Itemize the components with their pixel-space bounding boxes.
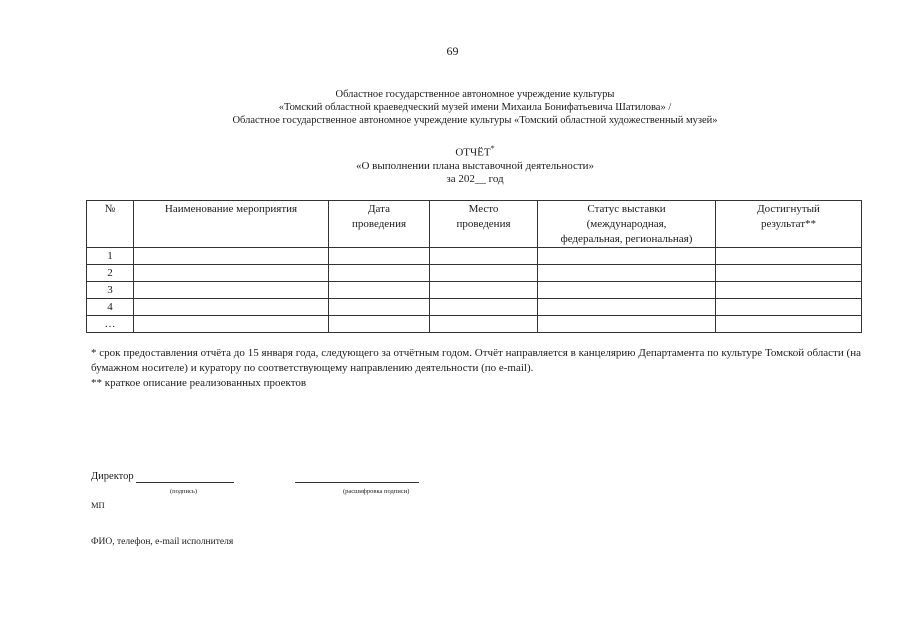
table-cell	[134, 299, 329, 316]
table-cell: 3	[87, 282, 134, 299]
organization-header	[0, 88, 905, 127]
table-cell	[430, 316, 538, 333]
table-cell	[538, 265, 716, 282]
table-cell	[430, 265, 538, 282]
table-row	[87, 299, 862, 316]
table-cell	[134, 248, 329, 265]
director-signature	[91, 471, 419, 483]
table-cell: …	[87, 316, 134, 333]
report-title-mark: *	[490, 144, 495, 153]
director-label: Директор	[91, 471, 134, 482]
header-date: Дата проведения	[329, 201, 430, 248]
table-cell	[716, 316, 862, 333]
table-cell	[716, 299, 862, 316]
table-header-row	[87, 201, 862, 248]
executor-info: ФИО, телефон, e-mail исполнителя	[91, 537, 234, 547]
signature-line	[136, 471, 234, 483]
page-number: 69	[446, 44, 459, 58]
table-cell	[329, 265, 430, 282]
header-event-name: Наименование мероприятия	[134, 201, 329, 248]
events-table	[86, 200, 862, 333]
table-cell	[329, 282, 430, 299]
header-result: Достигнутый результат**	[716, 201, 862, 248]
table-cell	[134, 265, 329, 282]
footnote-1: * срок предоставления отчёта до 15 января года, следующего за отчётным годом. Отчёт направляется в канцелярию Департамента по культуре Томской области (на бумажном носителе) и куратору по соответствующему направлению деятельности (по e-mail).	[91, 347, 861, 374]
table-row	[87, 248, 862, 265]
table-cell	[716, 265, 862, 282]
table-cell: 2	[87, 265, 134, 282]
table-cell	[134, 282, 329, 299]
table-cell	[538, 248, 716, 265]
decoding-caption: (расшифровка подписи)	[343, 488, 410, 495]
table-cell: 1	[87, 248, 134, 265]
table-cell	[329, 299, 430, 316]
table-cell	[134, 316, 329, 333]
report-header	[0, 142, 905, 186]
report-title: ОТЧЁТ*	[455, 144, 495, 159]
table-cell	[716, 248, 862, 265]
table-cell	[430, 282, 538, 299]
organization-line-2: «Томский областной краеведческий музей имени Михаила Бонифатьевича Шатилова» /	[278, 102, 672, 113]
table-cell	[430, 299, 538, 316]
organization-line-1: Областное государственное автономное учреждение культуры	[335, 89, 615, 100]
table-cell	[329, 316, 430, 333]
signature-caption: (подпись)	[170, 488, 197, 495]
table-cell	[716, 282, 862, 299]
table-cell	[538, 299, 716, 316]
table-row	[87, 265, 862, 282]
table-cell: 4	[87, 299, 134, 316]
stamp-label: МП	[91, 500, 105, 510]
table-row	[87, 282, 862, 299]
organization-line-3: Областное государственное автономное учреждение культуры «Томский областной художественный музей»	[232, 115, 718, 126]
table-cell	[538, 282, 716, 299]
header-place: Место проведения	[430, 201, 538, 248]
report-subject: «О выполнении плана выставочной деятельности»	[355, 159, 595, 172]
header-number: №	[87, 201, 134, 248]
decoding-line	[295, 471, 419, 483]
table-cell	[329, 248, 430, 265]
report-year: за 202__ год	[446, 172, 504, 185]
header-status: Статус выставки (международная, федеральная, региональная)	[538, 201, 716, 248]
table-cell	[430, 248, 538, 265]
footnotes	[91, 346, 861, 391]
table-cell	[538, 316, 716, 333]
table-row	[87, 316, 862, 333]
footnote-2: ** краткое описание реализованных проектов	[91, 377, 307, 389]
